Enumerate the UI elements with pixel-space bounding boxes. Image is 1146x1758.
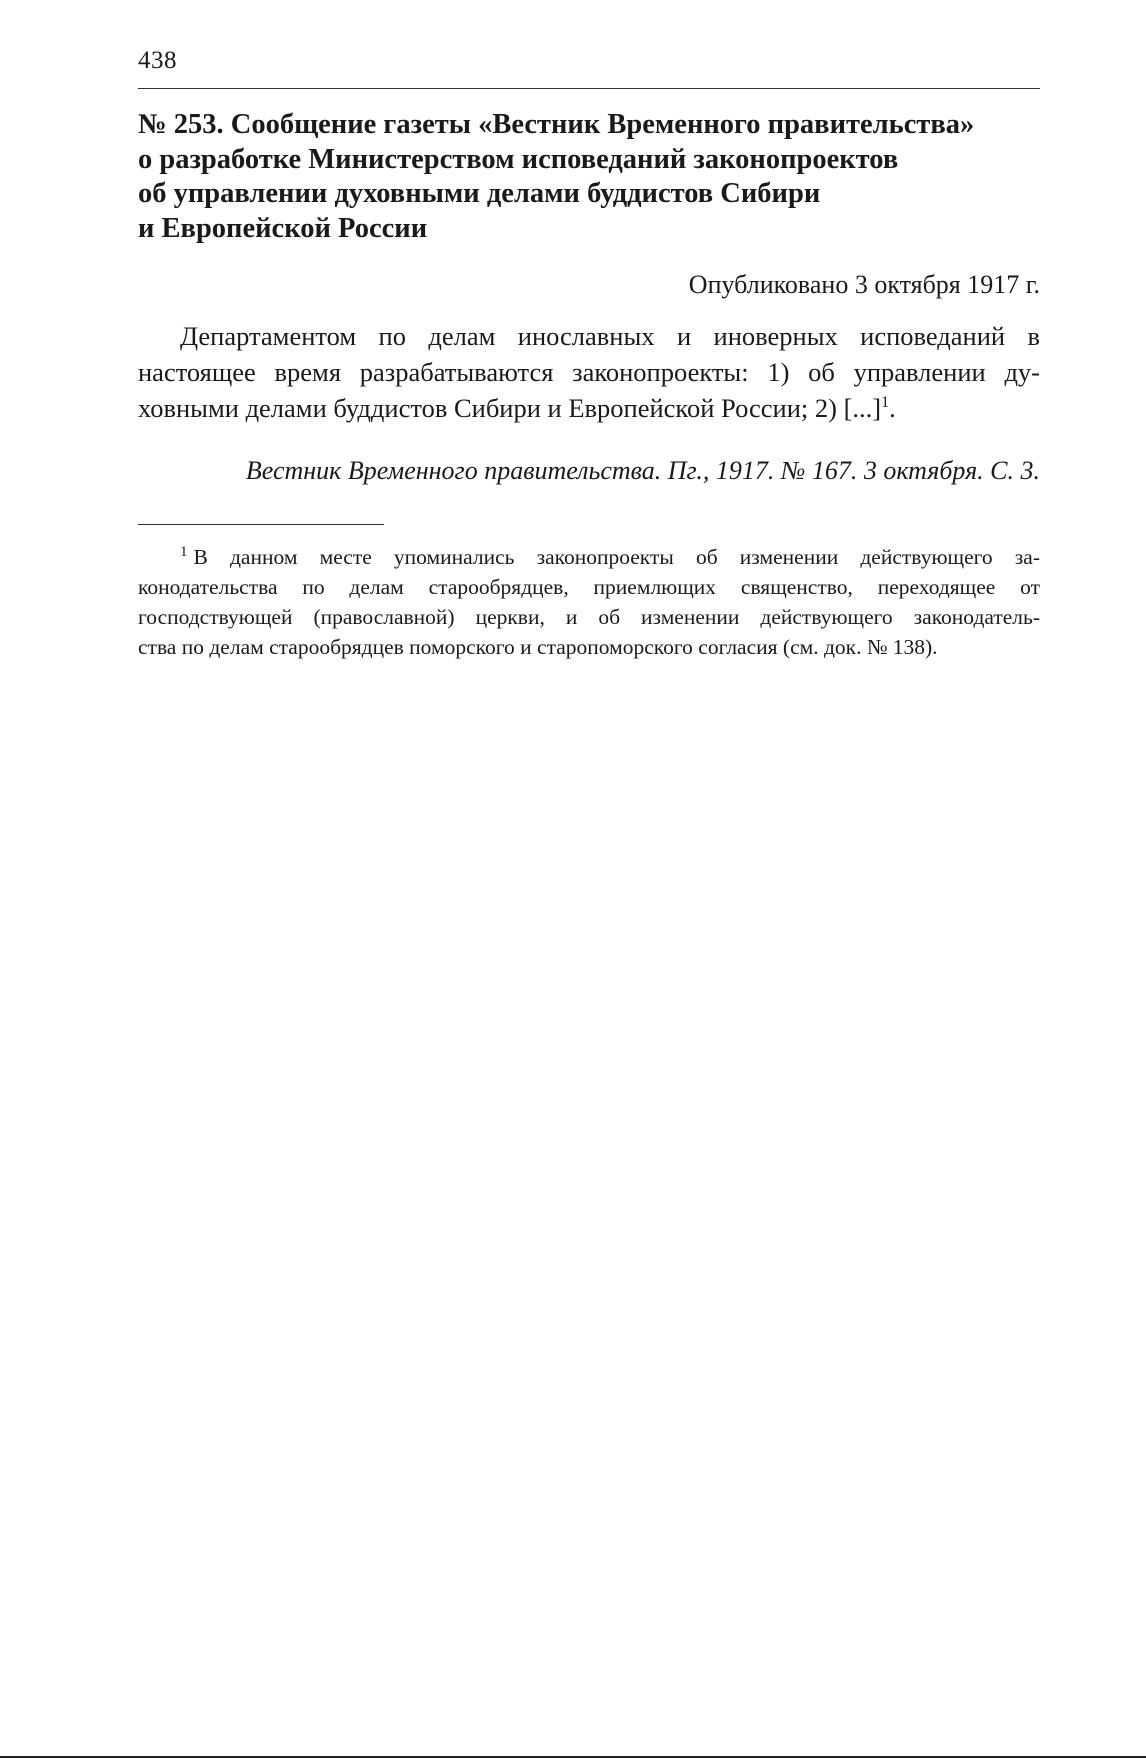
page-number: 438	[138, 47, 177, 74]
footnote-line-2: конодательства по делам старообрядцев, приемлющих священство, переходящее от	[138, 575, 1040, 599]
body-line-3-end: .	[889, 393, 896, 423]
header-rule	[138, 88, 1040, 89]
footnote-line-3: господствующей (православной) церкви, и об изменении действующего законодатель-	[138, 605, 1040, 629]
footnote-line-1-text: В данном месте упоминались законопроекты об изменении действующего за-	[193, 545, 1040, 569]
footnote-rule	[138, 524, 384, 525]
publication-date: Опубликовано 3 октября 1917 г.	[688, 270, 1040, 299]
footnote-reference[interactable]: 1	[881, 394, 890, 412]
title-line-2: о разработке Министерством исповеданий законопроектов	[138, 143, 899, 175]
body-line-3	[138, 390, 1040, 426]
body-paragraph	[138, 318, 1040, 426]
document-title	[138, 108, 1040, 246]
source-citation: Вестник Временного правительства. Пг., 1917. № 167. 3 октября. С. 3.	[245, 456, 1040, 485]
body-line-2: настоящее время разрабатываются законопроекты: 1) об управлении ду-	[138, 357, 1040, 387]
footnote-line-4: ства по делам старообрядцев поморского и старопоморского согласия (см. док. № 138).	[138, 635, 938, 659]
title-line-1: № 253. Сообщение газеты «Вестник Временного правительства»	[138, 109, 975, 140]
title-line-4: и Европейской России	[138, 212, 428, 244]
footnote-mark: 1	[180, 543, 188, 560]
body-line-3-text: ховными делами буддистов Сибири и Европейской России; 2) [...]	[138, 393, 882, 423]
title-line-3: об управлении духовными делами буддистов Сибири	[138, 178, 821, 209]
footnote-line-1	[138, 542, 1040, 572]
footnote	[138, 542, 1040, 662]
body-line-1: Департаментом по делам инославных и иноверных исповеданий в	[180, 321, 1040, 351]
